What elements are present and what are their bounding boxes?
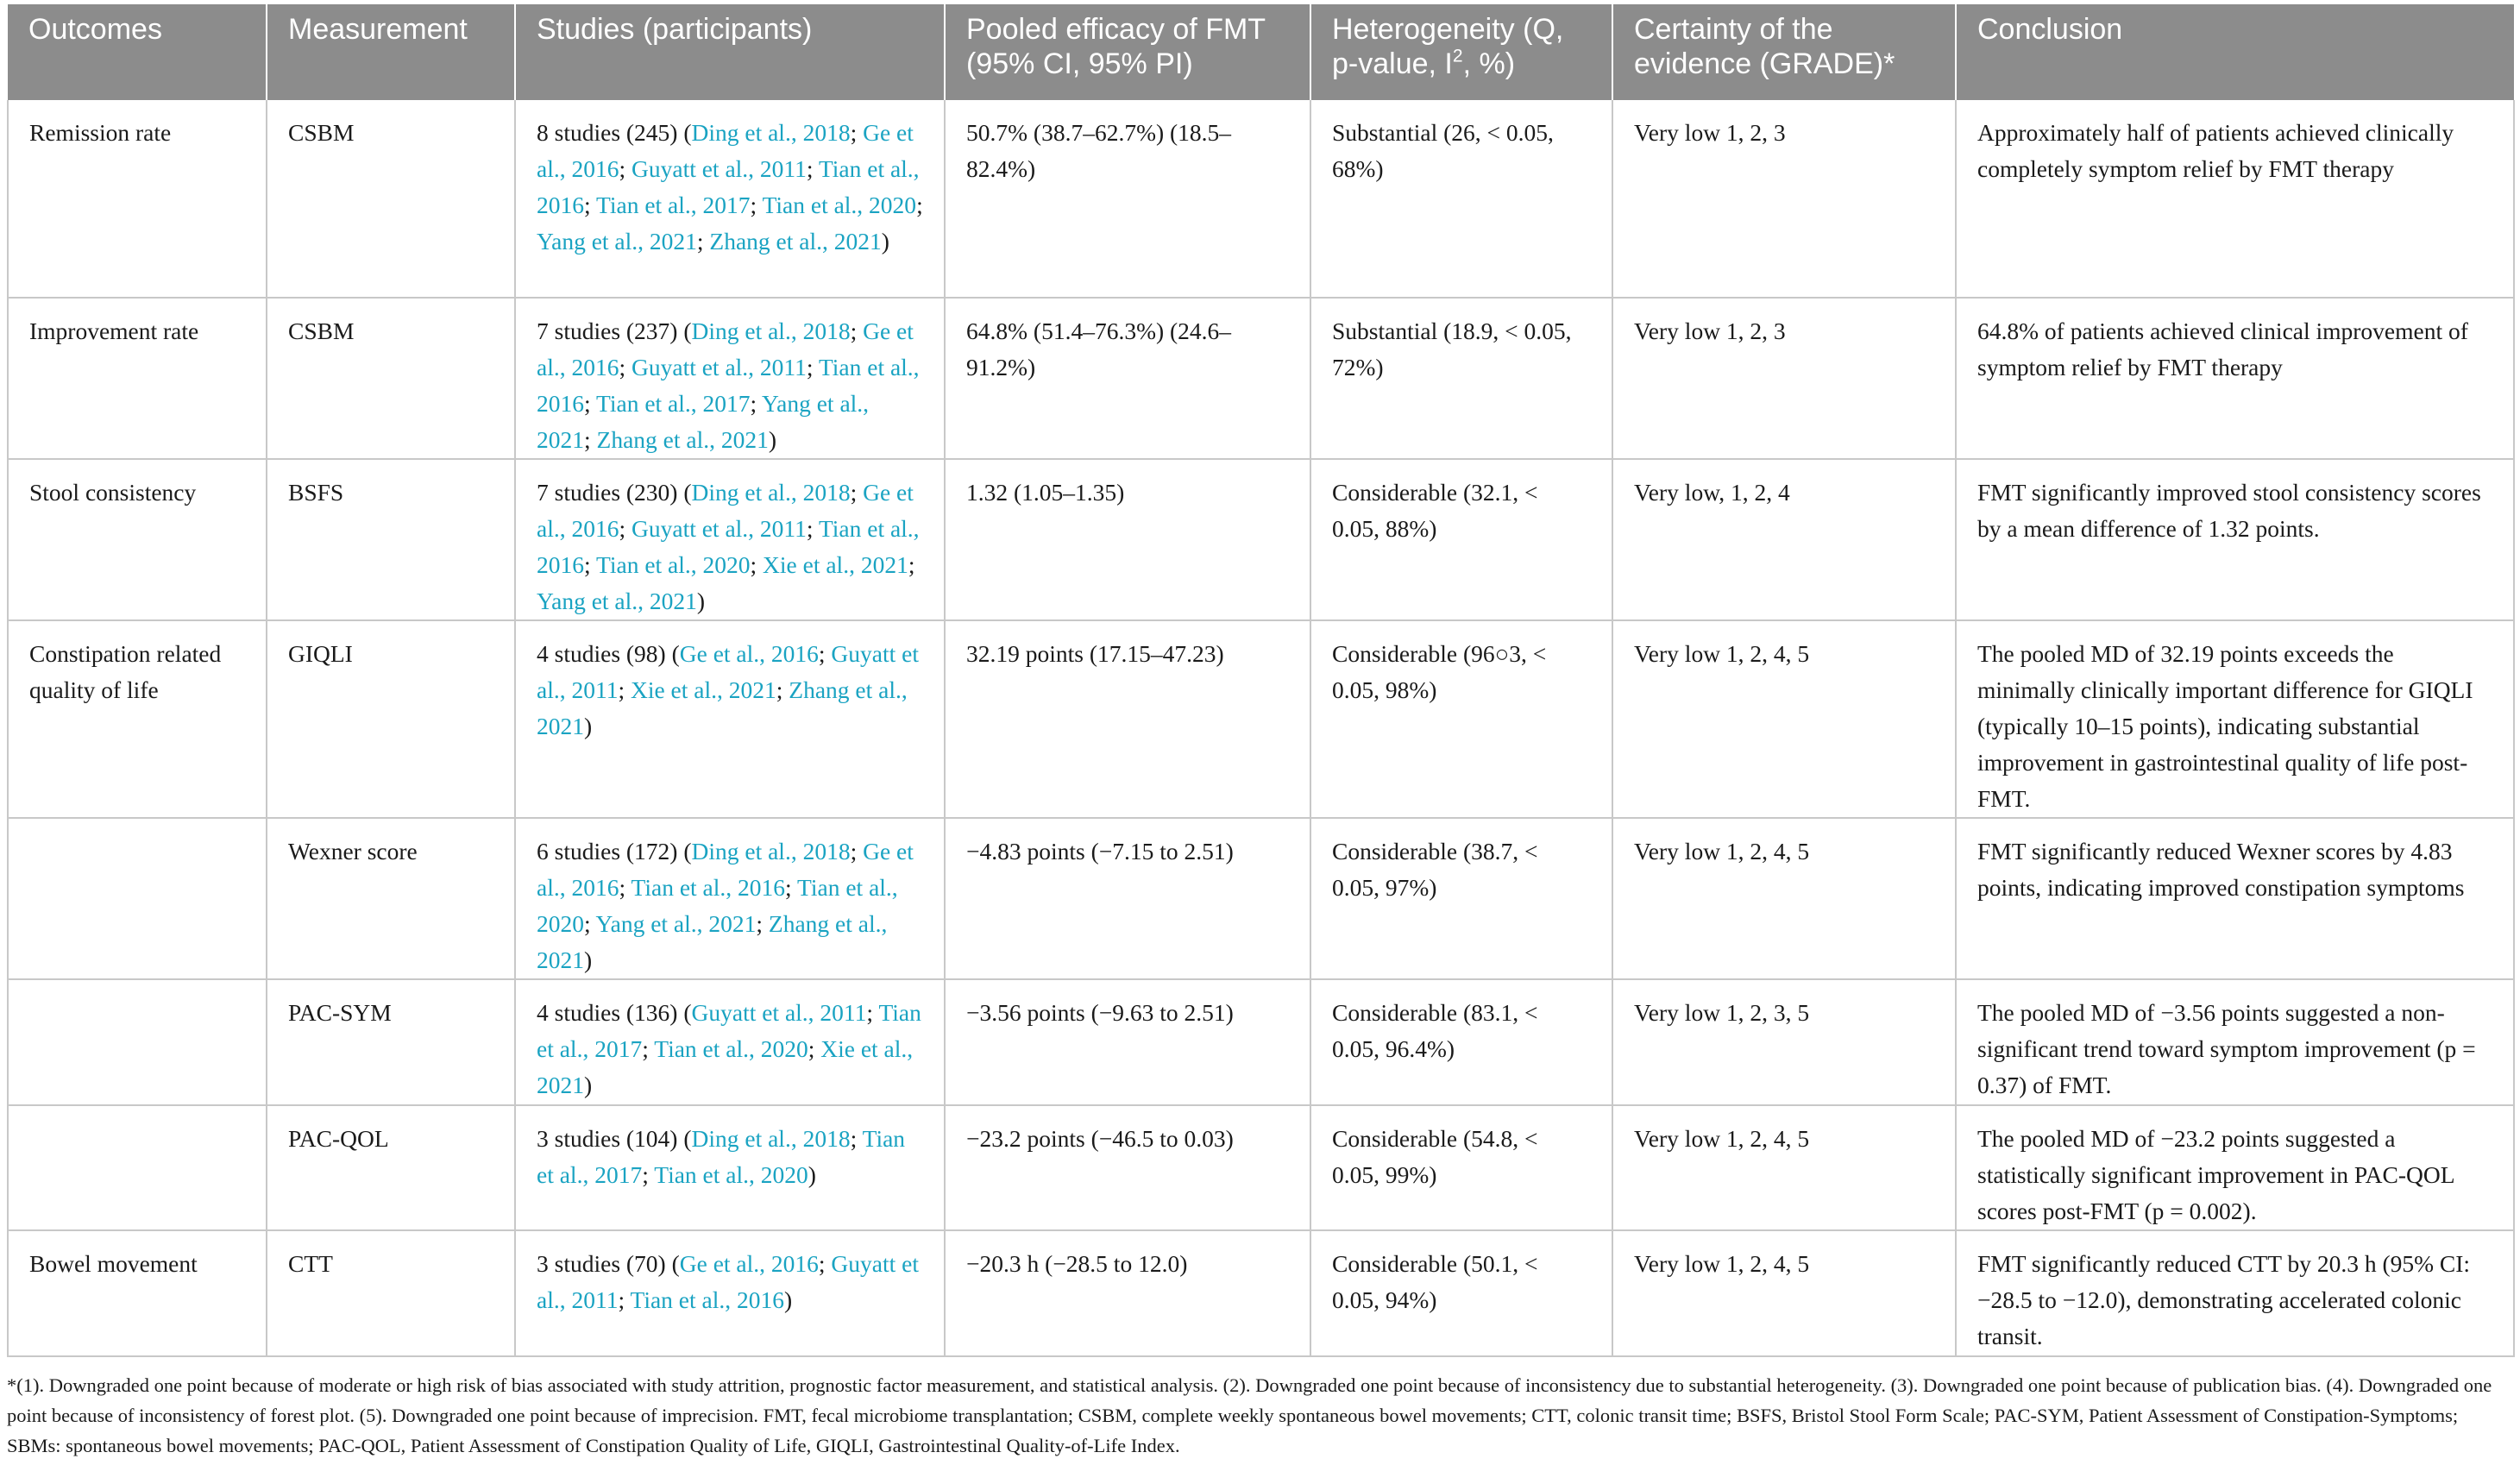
- citation-link[interactable]: Ge et al., 2016: [537, 318, 914, 380]
- results-table-container: [7, 4, 2513, 1357]
- measurement-cell: CSBM: [267, 298, 515, 459]
- citation-link[interactable]: Tian et al., 2016: [631, 874, 786, 901]
- table-row: [8, 1230, 2514, 1356]
- certainty-cell: Very low 1, 2, 3, 5: [1612, 979, 1956, 1105]
- header-text: Certainty of the evidence (GRADE)*: [1634, 13, 1895, 80]
- measurement-cell: PAC-QOL: [267, 1105, 515, 1230]
- conclusion-cell: The pooled MD of −3.56 points suggested a non-significant trend toward symptom improvement (p = 0.37) of FMT.: [1956, 979, 2514, 1105]
- heterogeneity-cell: Considerable (83.1, < 0.05, 96.4%): [1310, 979, 1612, 1105]
- citation-link[interactable]: Ge et al., 2016: [537, 838, 914, 901]
- table-row: [8, 620, 2514, 818]
- heterogeneity-cell: Considerable (54.8, < 0.05, 99%): [1310, 1105, 1612, 1230]
- header-text: Measurement: [288, 13, 468, 46]
- header-text: Outcomes: [28, 13, 162, 46]
- conclusion-cell: 64.8% of patients achieved clinical improvement of symptom relief by FMT therapy: [1956, 298, 2514, 459]
- studies-cell: 3 studies (70) (Ge et al., 2016; Guyatt et al., 2011; Tian et al., 2016): [515, 1230, 945, 1356]
- table-row: [8, 1105, 2514, 1230]
- measurement-cell: BSFS: [267, 459, 515, 620]
- outcome-cell: Improvement rate: [8, 298, 267, 459]
- citation-link[interactable]: Tian et al., 2016: [537, 354, 920, 417]
- certainty-cell: Very low 1, 2, 3: [1612, 100, 1956, 298]
- citation-link[interactable]: Tian et al., 2020: [596, 551, 751, 578]
- citation-link[interactable]: Ding et al., 2018: [691, 318, 851, 344]
- measurement-cell: CTT: [267, 1230, 515, 1356]
- measurement-cell: Wexner score: [267, 818, 515, 979]
- citation-link[interactable]: Guyatt et al., 2011: [537, 640, 919, 703]
- heterogeneity-cell: Considerable (50.1, < 0.05, 94%): [1310, 1230, 1612, 1356]
- outcome-cell: Bowel movement: [8, 1230, 267, 1356]
- efficacy-cell: 32.19 points (17.15–47.23): [945, 620, 1310, 818]
- studies-cell: 6 studies (172) (Ding et al., 2018; Ge et al., 2016; Tian et al., 2016; Tian et al., 2020; Yang et al., 2021; Zhang et al., 2021): [515, 818, 945, 979]
- heterogeneity-cell: Considerable (38.7, < 0.05, 97%): [1310, 818, 1612, 979]
- citation-link[interactable]: Tian et al., 2020: [654, 1035, 808, 1062]
- citation-link[interactable]: Guyatt et al., 2011: [632, 515, 807, 542]
- studies-cell: 4 studies (136) (Guyatt et al., 2011; Tian et al., 2017; Tian et al., 2020; Xie et al., 2021): [515, 979, 945, 1105]
- column-header-certainty: [1612, 4, 1956, 100]
- citation-link[interactable]: Ge et al., 2016: [537, 479, 914, 542]
- studies-suffix: ): [881, 228, 889, 255]
- studies-cell: 7 studies (230) (Ding et al., 2018; Ge et al., 2016; Guyatt et al., 2011; Tian et al., 2016; Tian et al., 2020; Xie et al., 2021; Yang et al., 2021): [515, 459, 945, 620]
- header-text: Heterogeneity (Q, p-value, I: [1332, 13, 1564, 80]
- certainty-cell: Very low 1, 2, 3: [1612, 298, 1956, 459]
- citation-link[interactable]: Tian et al., 2016: [630, 1286, 784, 1313]
- studies-suffix: ): [584, 946, 593, 973]
- citation-link[interactable]: Xie et al., 2021: [537, 1035, 914, 1098]
- citation-link[interactable]: Xie et al., 2021: [763, 551, 908, 578]
- citation-link[interactable]: Zhang et al., 2021: [596, 426, 769, 453]
- citation-link[interactable]: Tian et al., 2020: [654, 1161, 808, 1188]
- conclusion-cell: The pooled MD of 32.19 points exceeds the minimally clinically important difference for GIQLI (typically 10–15 points), indicating substantial improvement in gastrointestinal quality of life post-FMT.: [1956, 620, 2514, 818]
- outcome-cell: [8, 979, 267, 1105]
- column-header-studies: [515, 4, 945, 100]
- outcome-cell: Constipation related quality of life: [8, 620, 267, 818]
- efficacy-cell: −20.3 h (−28.5 to 12.0): [945, 1230, 1310, 1356]
- header-text: Conclusion: [1977, 13, 2123, 46]
- citation-link[interactable]: Guyatt et al., 2011: [632, 354, 807, 380]
- certainty-cell: Very low 1, 2, 4, 5: [1612, 1230, 1956, 1356]
- studies-count: 7 studies (230) (: [537, 479, 692, 506]
- citation-link[interactable]: Zhang et al., 2021: [537, 910, 888, 973]
- heterogeneity-cell: Substantial (18.9, < 0.05, 72%): [1310, 298, 1612, 459]
- column-header-pooled-efficacy: [945, 4, 1310, 100]
- citation-link[interactable]: Tian et al., 2017: [537, 1125, 906, 1188]
- conclusion-cell: The pooled MD of −23.2 points suggested a statistically significant improvement in PAC-QOL scores post-FMT (p = 0.002).: [1956, 1105, 2514, 1230]
- studies-cell: 8 studies (245) (Ding et al., 2018; Ge et al., 2016; Guyatt et al., 2011; Tian et al., 2016; Tian et al., 2017; Tian et al., 2020; Yang et al., 2021; Zhang et al., 2021): [515, 100, 945, 298]
- outcome-cell: [8, 1105, 267, 1230]
- header-text: Studies (participants): [537, 13, 813, 46]
- citation-link[interactable]: Tian et al., 2020: [762, 192, 917, 218]
- studies-suffix: ): [808, 1161, 816, 1188]
- table-row: [8, 818, 2514, 979]
- citation-link[interactable]: Ding et al., 2018: [691, 119, 851, 146]
- studies-suffix: ): [696, 588, 706, 614]
- table-footnote: *(1). Downgraded one point because of moderate or high risk of bias associated with study attrition, prognostic factor measurement, and statistical analysis. (2). Downgraded one point because of inconsistency due to substantial heterogeneity. (3). Downgraded one point because of publication bias. (4). Downgraded one point because of inconsistency of forest plot. (5). Downgraded one point because of imprecision. FMT, fecal microbiome transplantation; CSBM, complete weekly spontaneous bowel movements; CTT, colonic transit time; BSFS, Bristol Stool Form Scale; PAC-SYM, Patient Assessment of Constipation-Symptoms; SBMs: spontaneous bowel movements; PAC-QOL, Patient Assessment of Constipation Quality of Life, GIQLI, Gastrointestinal Quality-of-Life Index.: [7, 1374, 2492, 1456]
- measurement-cell: CSBM: [267, 100, 515, 298]
- table-row: [8, 100, 2514, 298]
- certainty-cell: Very low 1, 2, 4, 5: [1612, 818, 1956, 979]
- citation-link[interactable]: Yang et al., 2021: [595, 910, 757, 937]
- citation-link[interactable]: Guyatt et al., 2011: [632, 155, 807, 182]
- header-text-suffix: , %): [1462, 47, 1516, 80]
- studies-cell: 7 studies (237) (Ding et al., 2018; Ge et al., 2016; Guyatt et al., 2011; Tian et al., 2016; Tian et al., 2017; Yang et al., 2021; Zhang et al., 2021): [515, 298, 945, 459]
- measurement-cell: GIQLI: [267, 620, 515, 818]
- outcome-cell: [8, 818, 267, 979]
- table-row: [8, 298, 2514, 459]
- efficacy-cell: −3.56 points (−9.63 to 2.51): [945, 979, 1310, 1105]
- citation-link[interactable]: Ge et al., 2016: [679, 1250, 819, 1277]
- column-header-outcomes: [8, 4, 267, 100]
- header-text: Pooled efficacy of FMT (95% CI, 95% PI): [966, 13, 1266, 80]
- conclusion-cell: FMT significantly reduced CTT by 20.3 h (95% CI: −28.5 to −12.0), demonstrating accelerated colonic transit.: [1956, 1230, 2514, 1356]
- studies-suffix: ): [584, 713, 593, 739]
- citation-link[interactable]: Ding et al., 2018: [691, 479, 851, 506]
- citation-link[interactable]: Yang et al., 2021: [537, 228, 697, 255]
- outcome-cell: Remission rate: [8, 100, 267, 298]
- citation-link[interactable]: Tian et al., 2016: [537, 515, 920, 578]
- citation-link[interactable]: Xie et al., 2021: [630, 676, 776, 703]
- studies-count: 7 studies (237) (: [537, 318, 692, 344]
- studies-count: 3 studies (104) (: [537, 1125, 692, 1152]
- outcome-cell: Stool consistency: [8, 459, 267, 620]
- studies-suffix: ): [783, 1286, 793, 1313]
- table-row: [8, 459, 2514, 620]
- citation-link[interactable]: Tian et al., 2017: [537, 999, 921, 1062]
- certainty-cell: Very low 1, 2, 4, 5: [1612, 1105, 1956, 1230]
- certainty-cell: Very low, 1, 2, 4: [1612, 459, 1956, 620]
- header-superscript: 2: [1452, 46, 1463, 66]
- citation-link[interactable]: Yang et al., 2021: [537, 588, 697, 614]
- efficacy-cell: 64.8% (51.4–76.3%) (24.6–91.2%): [945, 298, 1310, 459]
- citation-link[interactable]: Tian et al., 2017: [596, 390, 751, 417]
- studies-cell: 3 studies (104) (Ding et al., 2018; Tian et al., 2017; Tian et al., 2020): [515, 1105, 945, 1230]
- table-row: [8, 979, 2514, 1105]
- heterogeneity-cell: Considerable (96○3, < 0.05, 98%): [1310, 620, 1612, 818]
- citation-link[interactable]: Zhang et al., 2021: [709, 228, 882, 255]
- conclusion-cell: FMT significantly improved stool consistency scores by a mean difference of 1.32 points.: [1956, 459, 2514, 620]
- table-body: [8, 100, 2514, 1356]
- efficacy-cell: −4.83 points (−7.15 to 2.51): [945, 818, 1310, 979]
- studies-cell: 4 studies (98) (Ge et al., 2016; Guyatt et al., 2011; Xie et al., 2021; Zhang et al., 2021): [515, 620, 945, 818]
- efficacy-cell: 1.32 (1.05–1.35): [945, 459, 1310, 620]
- studies-suffix: ): [584, 1072, 593, 1098]
- citation-link[interactable]: Ding et al., 2018: [691, 1125, 851, 1152]
- citation-link[interactable]: Tian et al., 2016: [537, 155, 920, 218]
- results-table: [7, 4, 2515, 1357]
- studies-count: 6 studies (172) (: [537, 838, 692, 865]
- heterogeneity-cell: Substantial (26, < 0.05, 68%): [1310, 100, 1612, 298]
- table-header: [8, 4, 2514, 100]
- studies-count: 4 studies (98) (: [537, 640, 680, 667]
- heterogeneity-cell: Considerable (32.1, < 0.05, 88%): [1310, 459, 1612, 620]
- citation-link[interactable]: Guyatt et al., 2011: [691, 999, 867, 1026]
- column-header-conclusion: [1956, 4, 2514, 100]
- efficacy-cell: −23.2 points (−46.5 to 0.03): [945, 1105, 1310, 1230]
- column-header-measurement: [267, 4, 515, 100]
- citation-link[interactable]: Zhang et al., 2021: [537, 676, 908, 739]
- citation-link[interactable]: Ding et al., 2018: [691, 838, 851, 865]
- conclusion-cell: FMT significantly reduced Wexner scores by 4.83 points, indicating improved constipation symptoms: [1956, 818, 2514, 979]
- column-header-heterogeneity: [1310, 4, 1612, 100]
- citation-link[interactable]: Ge et al., 2016: [679, 640, 819, 667]
- measurement-cell: PAC-SYM: [267, 979, 515, 1105]
- citation-link[interactable]: Yang et al., 2021: [537, 390, 870, 453]
- citation-link[interactable]: Ge et al., 2016: [537, 119, 914, 182]
- efficacy-cell: 50.7% (38.7–62.7%) (18.5–82.4%): [945, 100, 1310, 298]
- studies-count: 3 studies (70) (: [537, 1250, 680, 1277]
- citation-link[interactable]: Tian et al., 2017: [596, 192, 751, 218]
- header-row: [8, 4, 2514, 100]
- studies-count: 4 studies (136) (: [537, 999, 692, 1026]
- citation-link[interactable]: Tian et al., 2020: [537, 874, 898, 937]
- conclusion-cell: Approximately half of patients achieved clinically completely symptom relief by FMT therapy: [1956, 100, 2514, 298]
- citation-link[interactable]: Guyatt et al., 2011: [537, 1250, 919, 1313]
- studies-suffix: ): [768, 426, 777, 453]
- certainty-cell: Very low 1, 2, 4, 5: [1612, 620, 1956, 818]
- studies-count: 8 studies (245) (: [537, 119, 692, 146]
